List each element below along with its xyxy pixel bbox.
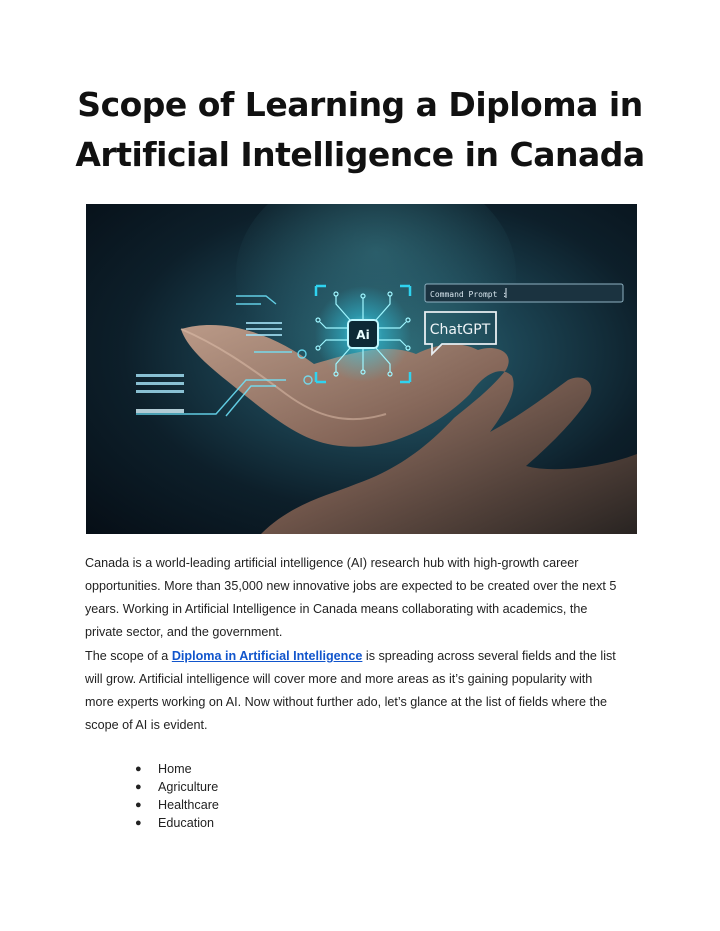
bullet-icon: ● <box>135 781 142 793</box>
scope-paragraph <box>85 645 645 737</box>
scope-text: more experts working on AI. Now without further ado, let’s glance at the list of fields where the <box>85 695 607 709</box>
list-item <box>135 760 219 778</box>
ai-chip-graphic <box>315 286 411 382</box>
list-item <box>135 814 219 832</box>
bullet-icon: ● <box>135 817 142 829</box>
list-item-label: Agriculture <box>158 780 219 794</box>
bullet-icon: ● <box>135 799 142 811</box>
intro-text: in Canada means collaborating with academics, the <box>296 602 588 616</box>
ai-chip-label: Ai <box>356 328 370 342</box>
intro-text: Canada is a world-leading artificial intelligence (AI) research hub with high-growth career <box>85 556 579 570</box>
page-title <box>60 80 660 180</box>
list-item-label: Education <box>158 816 215 830</box>
scope-text: will grow. Artificial intelligence will cover more and more areas as it’s gaining popularity with <box>85 672 593 686</box>
list-item-label: Healthcare <box>158 798 219 812</box>
hero-image <box>86 204 637 534</box>
chatgpt-label: ChatGPT <box>429 322 491 338</box>
intro-paragraph <box>85 552 645 644</box>
intro-text: years. Working in <box>85 602 185 616</box>
scope-text: The scope of a <box>85 649 172 663</box>
title-line-2: Artificial Intelligence in Canada <box>75 135 645 174</box>
hand-graphic <box>181 325 637 534</box>
scope-text: scope of AI is evident. <box>85 718 208 732</box>
intro-text: private sector, and the government. <box>85 625 283 639</box>
command-prompt-bar <box>425 284 623 302</box>
ai-term: Artificial Intelligence <box>184 602 297 616</box>
diploma-link[interactable]: Diploma in Artificial Intelligence <box>171 649 363 663</box>
list-item <box>135 778 219 796</box>
command-prompt-text: Command Prompt : <box>430 290 508 299</box>
bullet-icon: ● <box>135 763 142 775</box>
scope-text: is spreading across several fields and the list <box>362 649 616 663</box>
title-line-1: Scope of Learning a Diploma in <box>77 85 643 124</box>
fields-list <box>135 760 219 832</box>
intro-text: opportunities. More than 35,000 new innovative jobs are expected to be created over the next 5 <box>85 579 617 593</box>
list-item-label: Home <box>158 762 192 776</box>
list-item <box>135 796 219 814</box>
